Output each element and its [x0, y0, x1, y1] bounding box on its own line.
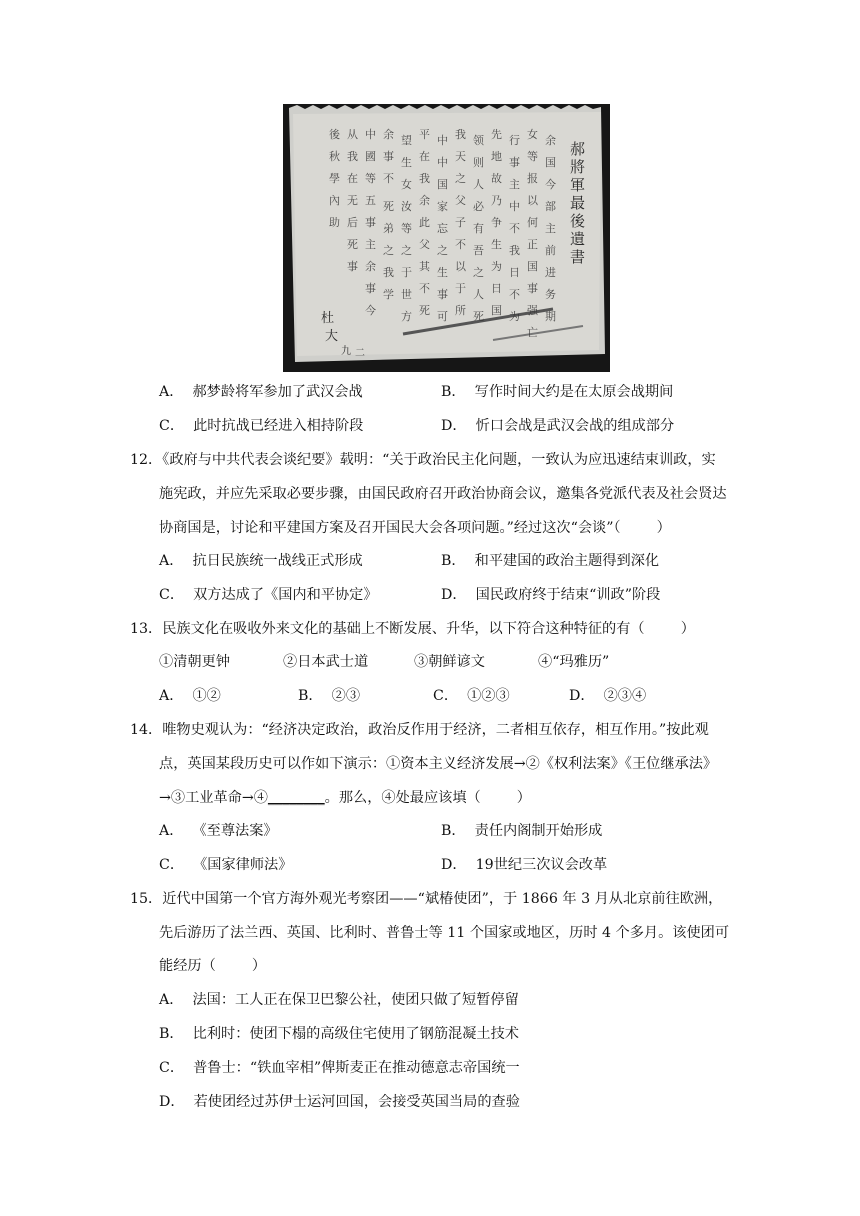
q14-line3-start: →③工业革命→④: [159, 790, 268, 806]
q15-option-c: C． 普鲁士：“铁血宰相”俾斯麦正在推动德意志帝国统一: [159, 1060, 520, 1076]
svg-text:国: 国: [491, 304, 502, 317]
svg-text:不: 不: [455, 238, 466, 251]
q13-option-a: A． ①②: [159, 688, 221, 704]
letter-photo: [283, 104, 610, 372]
q13-option-d: D． ②③④: [569, 688, 647, 704]
svg-text:领: 领: [473, 134, 484, 147]
svg-text:助: 助: [329, 216, 340, 229]
svg-text:後: 後: [329, 128, 340, 141]
svg-text:最: 最: [570, 194, 586, 212]
svg-text:中: 中: [437, 156, 448, 169]
svg-text:国: 国: [545, 156, 556, 169]
q14-option-d: D． 19世纪三次议会改革: [441, 857, 608, 873]
svg-text:国: 国: [437, 178, 448, 191]
svg-text:子: 子: [455, 216, 466, 229]
svg-text:主: 主: [545, 222, 556, 235]
svg-text:父: 父: [419, 238, 430, 251]
svg-text:弟: 弟: [383, 222, 394, 235]
svg-text:死: 死: [419, 304, 430, 317]
svg-text:我: 我: [383, 266, 394, 279]
svg-text:主: 主: [509, 178, 520, 191]
letter-photo-graphic: [283, 104, 610, 372]
q14-stem-line-2: 点，英国某段历史可以作如下演示：①资本主义经济发展→②《权利法案》《王位继承法》: [159, 756, 718, 772]
svg-text:之: 之: [383, 244, 394, 257]
svg-text:大: 大: [325, 329, 339, 344]
svg-text:內: 內: [329, 194, 340, 207]
svg-text:九: 九: [341, 346, 351, 357]
letter-signature: 杜: [321, 311, 335, 326]
svg-text:方: 方: [401, 310, 412, 323]
svg-text:前: 前: [545, 244, 556, 257]
svg-text:余: 余: [383, 128, 394, 141]
svg-text:后: 后: [347, 216, 358, 229]
svg-text:二: 二: [355, 348, 365, 359]
svg-text:进: 进: [545, 266, 556, 279]
svg-text:可: 可: [437, 310, 448, 323]
q11-option-c: C． 此时抗战已经进入相持阶段: [159, 418, 364, 434]
q14-option-c: C． 《国家律师法》: [159, 857, 293, 873]
svg-text:于: 于: [401, 266, 412, 279]
svg-text:死: 死: [473, 310, 484, 323]
svg-text:之: 之: [455, 172, 466, 185]
svg-text:之: 之: [473, 266, 484, 279]
svg-text:余: 余: [419, 194, 430, 207]
q12-stem-line-1: 12．《政府与中共代表会谈纪要》载明：“关于政治民主化问题，一致认为应迅速结束训政，实: [130, 452, 716, 468]
svg-text:报: 报: [527, 172, 538, 185]
svg-text:我: 我: [509, 244, 520, 257]
q15-option-a: A． 法国：工人正在保卫巴黎公社，使团只做了短暂停留: [159, 992, 519, 1008]
q13-item-4: ④“玛雅历”: [538, 654, 610, 670]
q11-option-d: D． 忻口会战是武汉会战的组成部分: [441, 418, 675, 434]
svg-text:余: 余: [545, 134, 556, 147]
svg-text:务: 务: [545, 288, 556, 301]
q13-option-b: B． ②③: [298, 688, 361, 704]
svg-text:學: 學: [329, 172, 340, 185]
svg-text:生: 生: [437, 266, 448, 279]
svg-text:世: 世: [401, 288, 412, 301]
svg-text:以: 以: [527, 194, 538, 207]
svg-text:將: 將: [570, 158, 586, 176]
svg-text:正: 正: [527, 238, 538, 251]
svg-text:中: 中: [437, 134, 448, 147]
svg-text:死: 死: [347, 238, 358, 251]
svg-text:之: 之: [437, 244, 448, 257]
svg-text:中: 中: [509, 200, 520, 213]
svg-text:等: 等: [401, 222, 412, 235]
svg-text:地: 地: [491, 150, 502, 163]
svg-text:事: 事: [365, 282, 376, 295]
svg-text:人: 人: [473, 288, 484, 301]
q11-option-b: B． 写作时间大约是在太原会战期间: [441, 384, 674, 400]
svg-text:我: 我: [455, 128, 466, 141]
q14-stem-line-1: 14．唯物史观认为：“经济决定政治，政治反作用于经济，二者相互依存，相互作用。”按此观: [130, 722, 709, 738]
svg-text:書: 書: [570, 248, 586, 266]
q15-stem-line-3: 能经历（ ）: [159, 958, 267, 974]
svg-text:则: 则: [473, 156, 484, 169]
svg-text:行: 行: [509, 134, 520, 147]
svg-text:争: 争: [491, 216, 502, 229]
svg-text:平: 平: [419, 128, 430, 141]
q12-stem-line-3: 协商国是，讨论和平建国方案及召开国民大会各项问题。”经过这次“会谈”（ ）: [159, 520, 671, 536]
svg-text:学: 学: [383, 288, 394, 301]
q13-item-3: ③朝鲜谚文: [414, 654, 485, 670]
svg-text:必: 必: [473, 200, 484, 213]
svg-text:以: 以: [455, 260, 466, 273]
svg-text:人: 人: [473, 178, 484, 191]
q14-stem-line-3: [159, 788, 531, 808]
svg-text:日: 日: [509, 266, 520, 279]
svg-text:此: 此: [419, 216, 430, 229]
q13-stem-line-1: 13．民族文化在吸收外来文化的基础上不断发展、升华，以下符合这种特征的有（ ）: [130, 621, 695, 637]
svg-text:于: 于: [455, 282, 466, 295]
svg-text:之: 之: [401, 244, 412, 257]
svg-text:事: 事: [509, 156, 520, 169]
svg-text:父: 父: [455, 194, 466, 207]
svg-text:國: 國: [365, 150, 376, 163]
q14-option-a: A． 《至尊法案》: [159, 823, 278, 839]
svg-text:秋: 秋: [329, 150, 340, 163]
q14-line3-end: 。那么，④处最应该填（ ）: [324, 790, 531, 806]
q13-item-2: ②日本武士道: [283, 654, 369, 670]
q11-option-a: A． 郝梦龄将军参加了武汉会战: [159, 384, 363, 400]
q13-option-c: C． ①②③: [433, 688, 510, 704]
svg-text:事: 事: [365, 216, 376, 229]
svg-text:我: 我: [419, 172, 430, 185]
q12-option-c: C． 双方达成了《国内和平协定》: [159, 587, 378, 603]
svg-text:後: 後: [570, 212, 586, 230]
svg-text:先: 先: [491, 128, 502, 141]
svg-text:期: 期: [545, 310, 556, 323]
svg-text:軍: 軍: [570, 176, 586, 194]
svg-text:中: 中: [365, 128, 376, 141]
svg-text:何: 何: [527, 216, 538, 229]
svg-text:死: 死: [383, 200, 394, 213]
q15-option-b: B． 比利时：使团下榻的高级住宅使用了钢筋混凝土技术: [159, 1026, 519, 1042]
svg-text:望: 望: [401, 134, 412, 147]
q12-option-d: D． 国民政府终于结束“训政”阶段: [441, 587, 661, 603]
svg-text:日: 日: [491, 282, 502, 295]
svg-text:汝: 汝: [401, 200, 412, 213]
svg-text:家: 家: [437, 200, 448, 213]
letter-heading-char: 郝: [570, 140, 586, 158]
svg-text:遺: 遺: [570, 230, 586, 248]
svg-text:我: 我: [347, 150, 358, 163]
svg-text:从: 从: [347, 128, 358, 141]
q12-option-b: B． 和平建国的政治主题得到深化: [441, 553, 660, 569]
svg-text:乃: 乃: [491, 194, 502, 207]
q15-stem-line-2: 先后游历了法兰西、英国、比利时、普鲁士等 11 个国家或地区，历时 4 个多月。该使团可: [159, 925, 730, 941]
svg-text:事: 事: [527, 282, 538, 295]
svg-text:所: 所: [455, 304, 466, 317]
svg-text:五: 五: [365, 194, 376, 207]
svg-text:有: 有: [473, 222, 484, 235]
svg-text:事: 事: [347, 260, 358, 273]
svg-text:其: 其: [419, 260, 430, 273]
svg-text:不: 不: [509, 288, 520, 301]
svg-text:吾: 吾: [473, 244, 484, 257]
svg-text:为: 为: [509, 310, 520, 323]
svg-text:忘: 忘: [437, 222, 448, 235]
svg-text:不: 不: [419, 282, 430, 295]
svg-text:事: 事: [437, 288, 448, 301]
q12-option-a: A． 抗日民族统一战线正式形成: [159, 553, 363, 569]
svg-text:为: 为: [491, 260, 502, 273]
svg-text:今: 今: [545, 178, 556, 191]
q12-stem-line-2: 施宪政，并应先采取必要步骤，由国民政府召开政治协商会议，邀集各党派代表及社会贤达: [159, 486, 727, 502]
svg-text:等: 等: [527, 150, 538, 163]
svg-text:女: 女: [401, 178, 412, 191]
svg-text:生: 生: [401, 156, 412, 169]
svg-text:故: 故: [491, 172, 502, 185]
svg-text:生: 生: [491, 238, 502, 251]
q15-stem-line-1: 15．近代中国第一个官方海外观光考察团——“斌椿使团”，于 1866 年 3 月从北京前往欧洲，: [130, 891, 723, 907]
svg-text:部: 部: [545, 200, 556, 213]
svg-text:女: 女: [527, 128, 538, 141]
svg-text:天: 天: [455, 150, 466, 163]
q15-option-d: D． 若使团经过苏伊士运河回国，会接受英国当局的查验: [159, 1094, 520, 1110]
svg-text:余: 余: [365, 260, 376, 273]
svg-text:国: 国: [527, 260, 538, 273]
svg-text:在: 在: [419, 150, 430, 163]
svg-text:事: 事: [383, 150, 394, 163]
q14-option-b: B． 责任内阁制开始形成: [441, 823, 603, 839]
svg-text:亡: 亡: [527, 326, 538, 339]
svg-text:主: 主: [365, 238, 376, 251]
svg-text:不: 不: [383, 172, 394, 185]
svg-text:今: 今: [365, 304, 376, 317]
q13-item-1: ①清朝更钟: [159, 654, 230, 670]
svg-text:等: 等: [365, 172, 376, 185]
q14-answer-blank: ________: [267, 790, 325, 806]
svg-text:在: 在: [347, 172, 358, 185]
svg-text:强: 强: [527, 304, 538, 317]
svg-text:无: 无: [347, 194, 358, 207]
svg-text:不: 不: [509, 222, 520, 235]
